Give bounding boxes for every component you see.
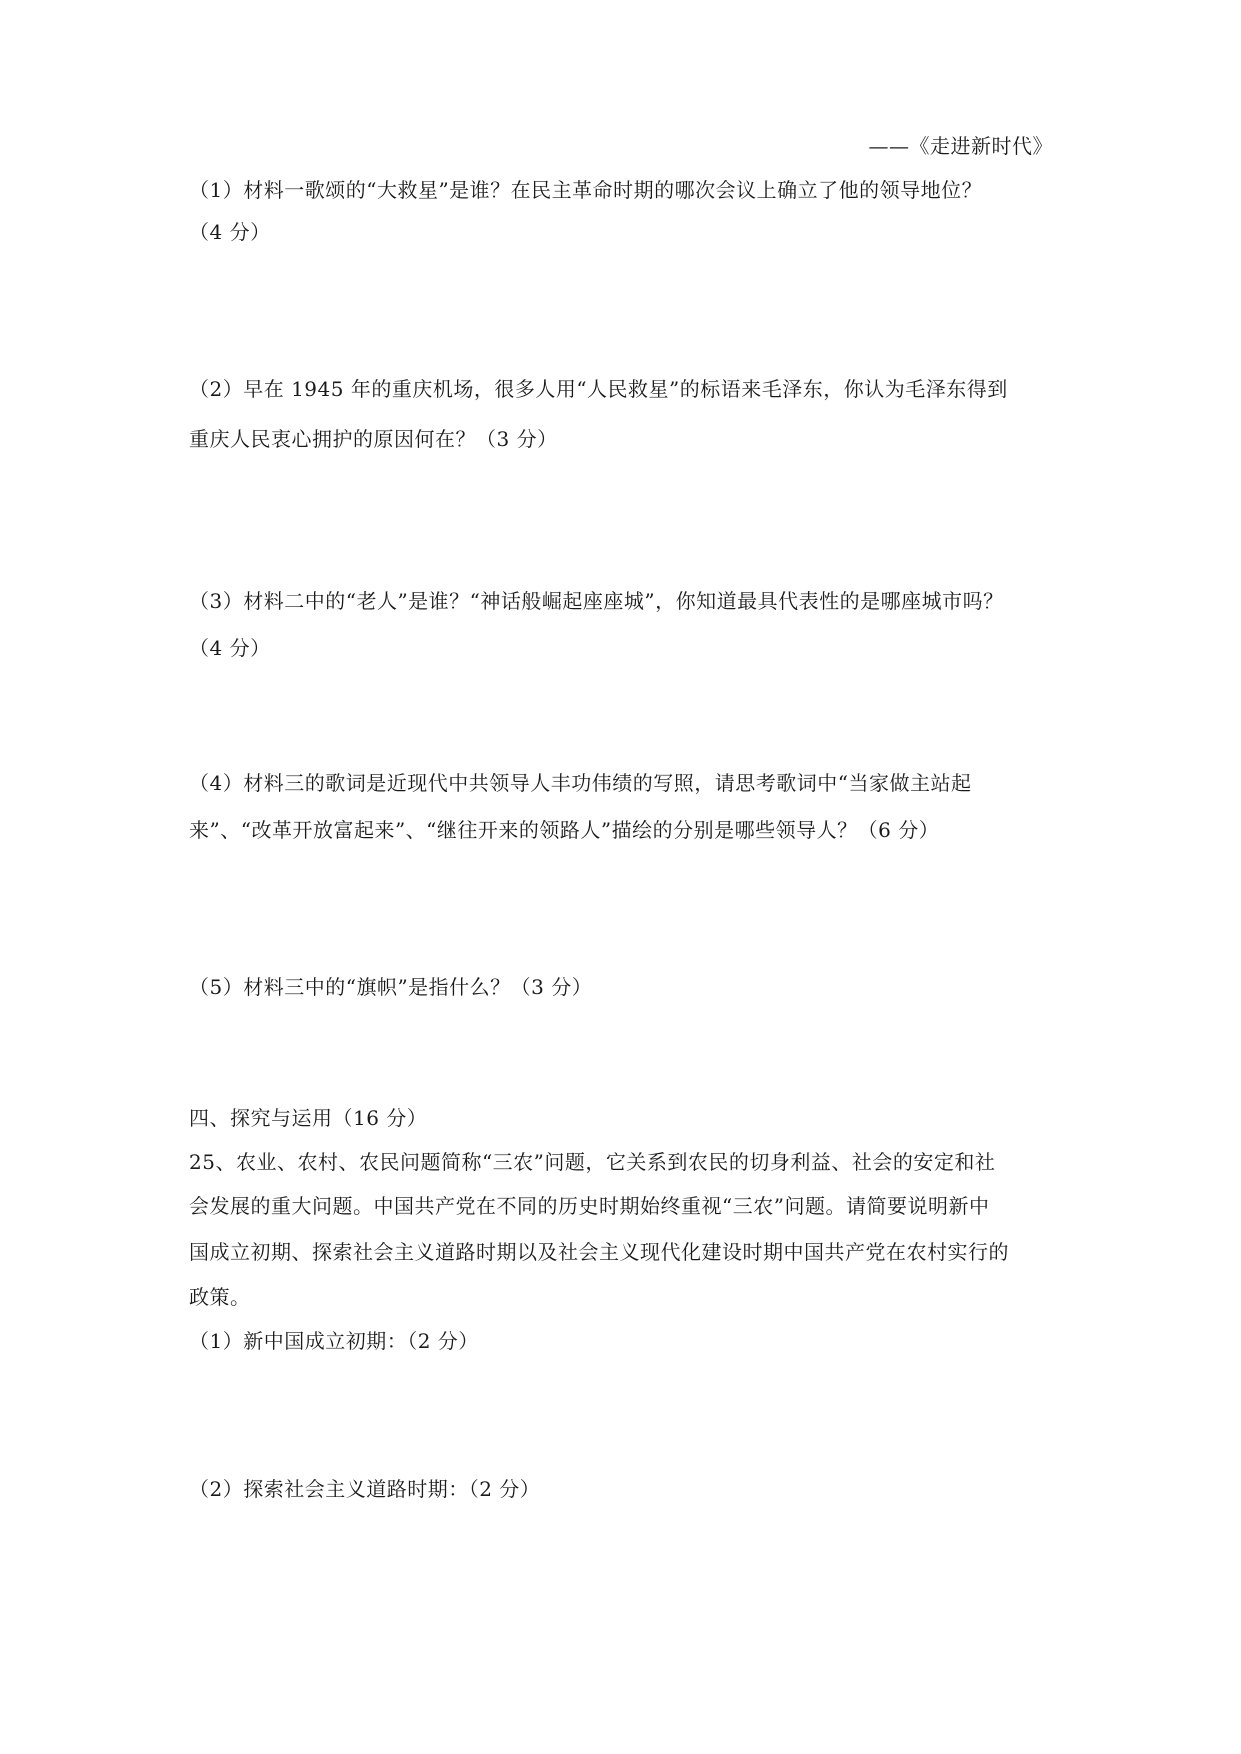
question-2-line-2: 重庆人民衷心拥护的原因何在？（3 分） [189,427,558,451]
question-25-sub-2: （2）探索社会主义道路时期：（2 分） [189,1477,541,1501]
question-25-line-2: 会发展的重大问题。中国共产党在不同的历史时期始终重视“三农”问题。请简要说明新中 [189,1194,990,1218]
source-citation: ——《走进新时代》 [868,134,1053,158]
question-3-line-2: （4 分） [189,636,271,660]
question-25-line-1: 25、农业、农村、农民问题简称“三农”问题，它关系到农民的切身利益、社会的安定和社 [189,1150,996,1174]
question-4-line-2: 来”、“改革开放富起来”、“继往开来的领路人”描绘的分别是哪些领导人？（6 分） [189,818,940,842]
question-4-line-1: （4）材料三的歌词是近现代中共领导人丰功伟绩的写照，请思考歌词中“当家做主站起 [189,771,972,795]
question-25-line-4: 政策。 [189,1285,251,1309]
question-1-line-2: （4 分） [189,220,271,244]
question-25-line-3: 国成立初期、探索社会主义道路时期以及社会主义现代化建设时期中国共产党在农村实行的 [189,1240,1009,1264]
question-3-line-1: （3）材料二中的“老人”是谁？“神话般崛起座座城”，你知道最具代表性的是哪座城市吗？ [189,589,1004,613]
question-25-sub-1: （1）新中国成立初期：（2 分） [189,1329,479,1353]
section-four-title: 四、探究与运用（16 分） [189,1106,428,1130]
question-2-line-1: （2）早在 1945 年的重庆机场，很多人用“人民救星”的标语来毛泽东，你认为毛泽东得到 [189,377,1008,401]
question-1-line-1: （1）材料一歌颂的“大救星”是谁？在民主革命时期的哪次会议上确立了他的领导地位？ [189,178,983,202]
question-5-line-1: （5）材料三中的“旗帜”是指什么？（3 分） [189,975,593,999]
